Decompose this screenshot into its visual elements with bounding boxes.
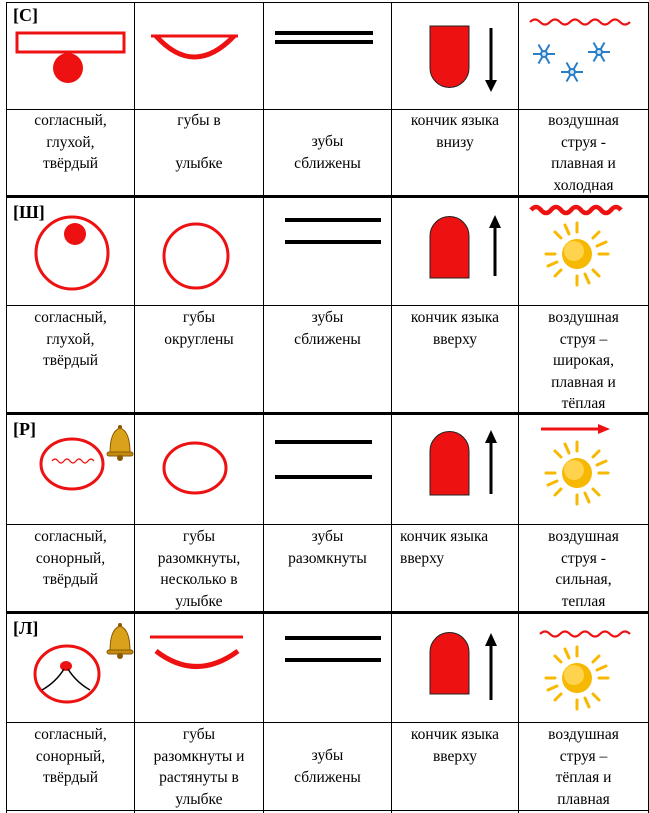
teeth-description: зубы сближены [294, 309, 361, 348]
snowflake-icon [588, 43, 610, 62]
teeth-icon [275, 442, 372, 477]
lips-description: губы разомкнуты и растянуты в улыбке [153, 726, 245, 808]
air-wave-icon [530, 20, 630, 25]
tongue-description: кончик языка вверху [410, 309, 500, 348]
consonant-symbol [35, 646, 99, 702]
lips-smile-icon [150, 637, 243, 667]
lips-open-icon [164, 443, 226, 493]
airflow-description: воздушная струя - сильная, теплая [548, 528, 619, 610]
tongue-up-icon [430, 633, 497, 701]
tongue-description: кончик языка внизу [410, 112, 500, 151]
row-4-pictograms [0, 614, 649, 722]
row-2-pictograms [0, 198, 649, 305]
sun-icon [546, 442, 608, 504]
bell-icon [107, 623, 133, 659]
teeth-description: зубы разомкнуты [288, 528, 367, 567]
airflow-description: воздушная струя - плавная и холодная [548, 112, 619, 194]
tongue-description: кончик языка вверху [410, 726, 500, 765]
snowflake-icon [533, 45, 555, 64]
lips-description: губы разомкнуты, несколько в улыбке [157, 528, 241, 610]
tongue-up-icon [430, 215, 501, 278]
airflow-description: воздушная струя – тёплая и плавная [548, 726, 619, 808]
bell-icon [107, 425, 133, 461]
grid-line [6, 722, 649, 723]
air-wave-icon [531, 207, 621, 213]
tongue-up-icon [430, 430, 497, 495]
lips-description: губы в улыбке [175, 112, 223, 172]
teeth-icon [285, 638, 381, 660]
lips-description: губы округлены [164, 309, 234, 348]
airflow-description: воздушная струя – широкая, плавная и тёплая [548, 309, 619, 412]
tongue-description: кончик языка вверху [400, 528, 489, 567]
sound-description: согласный, глухой, твёрдый [34, 112, 107, 172]
teeth-description: зубы сближены [294, 747, 361, 786]
grid-line [6, 810, 649, 811]
consonant-symbol [17, 33, 124, 83]
lips-smile-icon [151, 36, 238, 57]
sound-label: [Л] [13, 618, 39, 638]
consonant-symbol [36, 217, 108, 289]
sun-icon [546, 223, 608, 285]
teeth-icon [285, 220, 381, 242]
air-wave-icon [540, 632, 630, 637]
sound-description: согласный, сонорный, твёрдый [34, 726, 107, 786]
row-3-pictograms [0, 415, 649, 524]
sun-icon [546, 647, 608, 709]
consonant-symbol [41, 439, 103, 489]
grid-line [6, 524, 649, 525]
sound-description: согласный, глухой, твёрдый [34, 309, 107, 369]
sound-label: [Ш] [13, 202, 45, 222]
grid-line [6, 305, 649, 306]
arrow-right-icon [541, 424, 610, 434]
tongue-down-icon [430, 26, 497, 92]
snowflake-icon [561, 63, 583, 82]
sound-description: согласный, сонорный, твёрдый [34, 528, 107, 588]
sound-label: [С] [13, 5, 38, 25]
sound-label: [Р] [13, 419, 36, 439]
teeth-description: зубы сближены [294, 133, 361, 172]
row-1-pictograms [0, 0, 649, 110]
lips-round-icon [164, 224, 228, 288]
teeth-icon [275, 33, 373, 42]
